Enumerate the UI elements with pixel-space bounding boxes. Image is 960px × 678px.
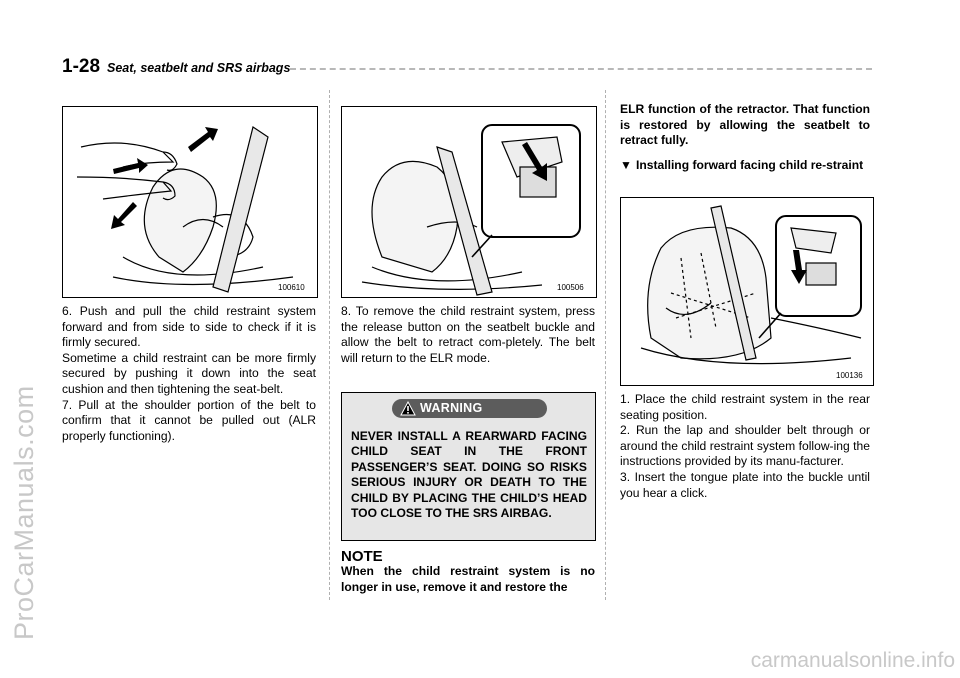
warning-title: WARNING	[420, 401, 483, 415]
forward-seat-illustration	[621, 198, 873, 385]
figure-id-3: 100136	[836, 371, 863, 380]
note-text: When the child restraint system is no longer in use, remove it and restore the	[341, 564, 595, 594]
child-seat-push-illustration	[63, 107, 317, 297]
section-title: Seat, seatbelt and SRS airbags	[107, 61, 291, 75]
figure-id-2: 100506	[557, 283, 584, 292]
installing-subheading	[620, 158, 870, 174]
figure-release-buckle	[341, 106, 597, 298]
sometime-text: Sometime a child restraint can be more firmly secured by pushing it down into the seat cushion and then tightening the seat-belt.	[62, 350, 316, 396]
page-header	[62, 56, 872, 80]
buckle-release-illustration	[342, 107, 596, 297]
step-1-text: 1. Place the child restraint system in the rear seating position.	[620, 392, 870, 422]
step-7-text: 7. Pull at the shoulder portion of the belt to confirm that it cannot be pulled out (ALR properly functioning).	[62, 397, 316, 443]
warning-triangle-icon	[400, 401, 416, 416]
warning-text: NEVER INSTALL A REARWARD FACING CHILD SEAT IN THE FRONT PASSENGER’S SEAT. DOING SO RISKS SERIOUS INJURY OR DEATH TO THE CHILD BY PLACING THE CHILD’S HEAD TOO CLOSE TO THE SRS AIRBAG.	[351, 429, 587, 521]
figure-id-1: 100610	[278, 283, 305, 292]
step-3-text: 3. Insert the tongue plate into the buckle until you hear a click.	[620, 469, 870, 500]
elr-continuation-text: ELR function of the retractor. That function is restored by allowing the seatbelt to retract fully.	[620, 102, 870, 148]
bottom-watermark: carmanualsonline.info	[750, 649, 955, 672]
column-divider-right	[605, 90, 606, 600]
warning-box	[341, 392, 596, 541]
figure-push-pull-child-seat	[62, 106, 318, 298]
step-8-text: 8. To remove the child restraint system, press the release button on the seatbelt buckle and allow the belt to retract com-pletely. The belt will return to the ELR mode.	[341, 304, 595, 365]
column-divider-left	[329, 90, 330, 600]
subheading-marker-icon: ▼	[620, 158, 632, 172]
subheading-label: Installing forward facing child re-straint	[636, 158, 864, 172]
column-2-text	[341, 304, 595, 366]
column-1-text	[62, 304, 316, 444]
step-2-text: 2. Run the lap and shoulder belt through or around the child restraint system follow-ing the instructions provided by its manu-facturer.	[620, 423, 870, 469]
warning-header	[392, 399, 547, 418]
column-3-steps	[620, 392, 870, 501]
step-6-text: 6. Push and pull the child restraint system forward and from side to side to check if it is firmly secured.	[62, 304, 316, 350]
note-title: NOTE	[341, 548, 383, 565]
figure-forward-facing-seat	[620, 197, 874, 386]
side-watermark: ProCarManuals.com	[9, 385, 39, 640]
page-number: 1-28	[62, 56, 101, 77]
header-rule	[290, 68, 872, 70]
